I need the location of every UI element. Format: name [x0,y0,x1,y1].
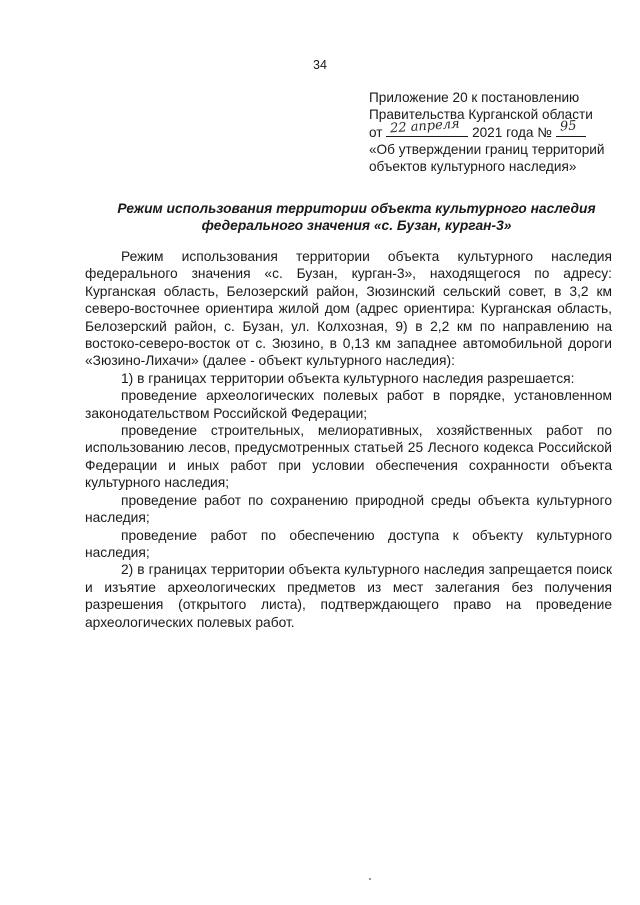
date-blank [386,116,468,137]
handwritten-date: 22 апреля [389,116,461,137]
page-number: 34 [313,58,327,72]
paragraph: Режим использования территории объекта культурного наследия федерального значения «с. Бузан, курган-3», находящегося по адресу: Курганская область, Белозерский район, Зюзинский сельский совет, в 3,2 км северо-восточнее ориентира жилой дом (адрес ориентира: Курганская область, Белозерский район, с. Бузан, ул. Колхозная, 9) в 2,2 км по направлению на востоко-северо-восток от с. Зюзино, в 0,13 км западнее автомобильной дороги «Зюзино-Лихачи» (далее - объект культурного наследия): [85,249,612,369]
annex-block [369,89,609,175]
document-body [85,248,612,631]
annex-date-line [369,116,609,141]
annex-line-5: объектов культурного наследия» [369,159,577,174]
title-line-1: Режим использования территории объекта культурного наследия [117,201,596,216]
document-title [84,200,629,234]
paragraph: проведение строительных, мелиоративных, хозяйственных работ по использованию лесов, предусмотренных статьей 25 Лесного кодекса Российской Федерации и иных работ при условии обеспечения сохранности объекта культурного наследия; [85,423,612,491]
number-blank [556,118,586,137]
annex-from-prefix: от [369,125,383,140]
title-line-2: федерального значения «с. Бузан, курган-3» [201,218,512,233]
handwritten-number: 95 [559,118,577,135]
annex-year-text: 2021 года № [472,125,552,140]
annex-line-4: «Об утверждении границ территорий [369,142,605,157]
paragraph: проведение археологических полевых работ в порядке, установленном законодательством Российской Федерации; [85,388,612,421]
annex-line-2: Правительства Курганской области [369,107,593,122]
scan-speck [369,878,371,880]
paragraph: проведение работ по сохранению природной среды объекта культурного наследия; [85,492,612,526]
paragraph: 2) в границах территории объекта культурного наследия запрещается поиск и изъятие археологических предметов из мест залегания без получения разрешения (открытого листа), подтверждающего право на проведение археологических полевых работ. [85,562,612,630]
paragraph: проведение работ по обеспечению доступа к объекту культурного наследия; [85,527,612,560]
paragraph: 1) в границах территории объекта культурного наследия разрешается: [121,370,575,386]
annex-line-1: Приложение 20 к постановлению [369,90,580,105]
